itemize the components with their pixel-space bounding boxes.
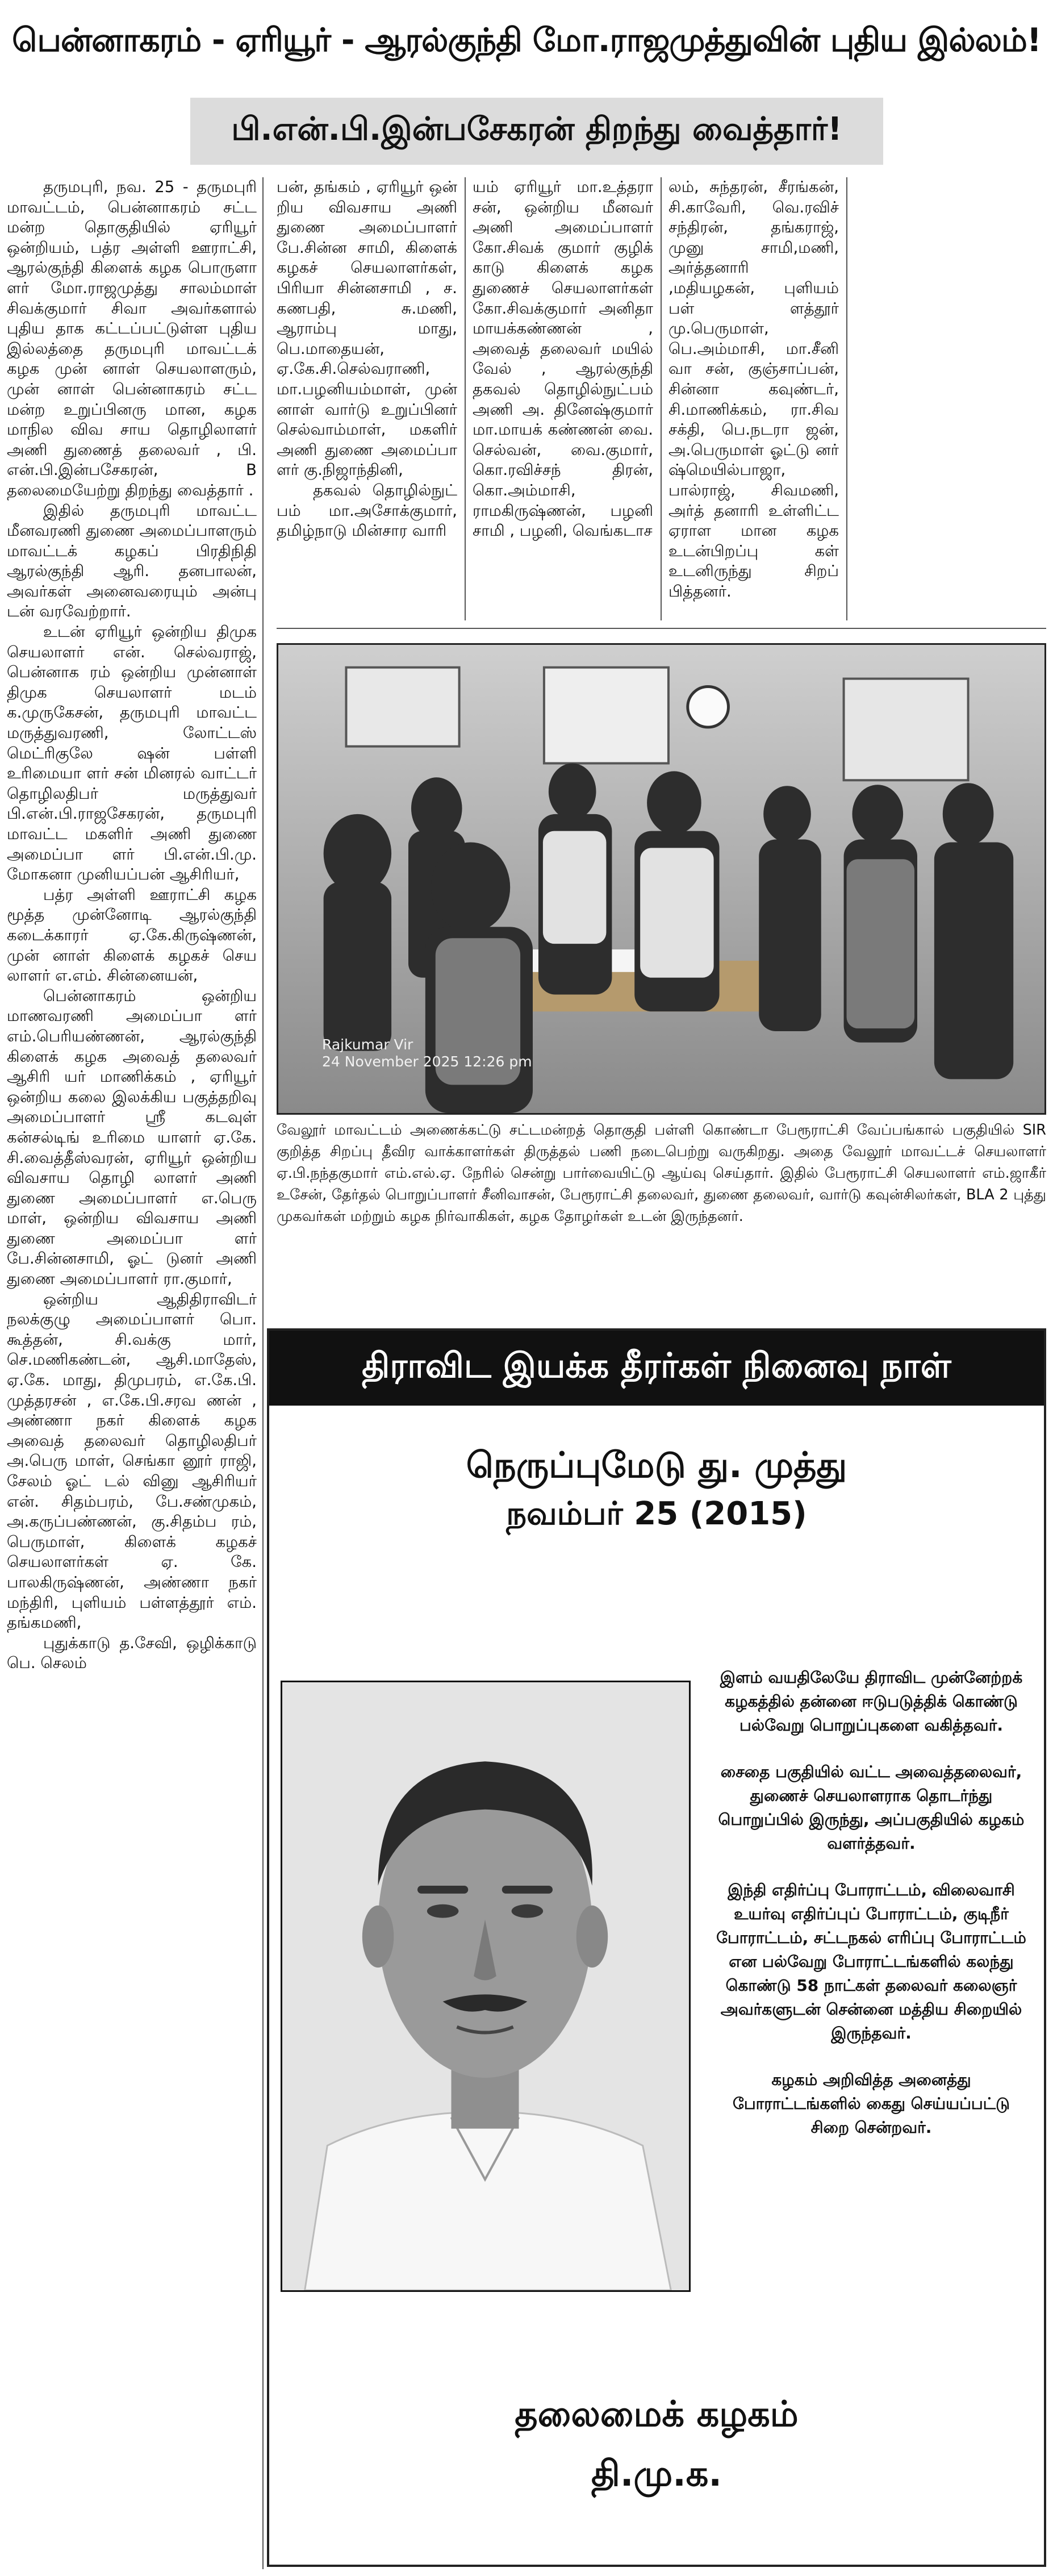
portrait-image bbox=[282, 1682, 689, 2290]
column-rule bbox=[661, 177, 662, 620]
article-paragraph: ஒன்றிய ஆதிதிராவிடர் நலக்குழு அமைப்பாளர் பொ. கூத்தன், சி.வக்கு மார், செ.மணிகண்டன், ஆசி.மாதேஸ், ஏ.கே. மாது, திமுபரம், எ.கே.பி. முத்தரசன் , எ.கே.பி.சரவ ணன் , அண்ணா நகர் கிளைக் கழக அவைத் தலைவர் தொழிலதிபர் அ.பெரு மாள், செங்கா னூர் ராஜி, சேலம் ஓட் டல் வினு ஆசிரியர் என். சிதம்பரம், பே.சண்முகம், அ.கருப்பண்ணன், கு.சிதம்ப ரம், பெருமாள், கிளைக் கழகச் செயலாளர்கள் ஏ. கே. பாலகிருஷ்ணன், அண்ணா நகர் மந்திரி, புளியம் பள்ளத்தூர் எம். தங்கமணி, bbox=[7, 1290, 257, 1632]
article-column-2 bbox=[277, 177, 457, 620]
biography-paragraph: இந்தி எதிர்ப்பு போராட்டம், விலைவாசி உயர்வு எதிர்ப்புப் போராட்டம், குடிநீர் போராட்டம், சட்டநகல் எரிப்பு போராட்டம் என பல்வேறு போராட்டங்களில் கலந்து கொண்டு 58 நாட்கள் தலைவர் கலைஞர் அவர்களுடன் சென்னை மத்திய சிறையில் இருந்தவர். bbox=[716, 1881, 1026, 2043]
memorial-notice bbox=[267, 1328, 1046, 2567]
article-paragraph: பத்ர அள்ளி ஊராட்சி கழக மூத்த முன்னோடி ஆரல்குந்தி கடைக்காரர் ஏ.கே.கிருஷ்ணன், முன் னாள் கிளைக் கழகச் செய லாளர் எ.எம். சின்னையன், bbox=[7, 885, 257, 985]
watermark-timestamp: 24 November 2025 12:26 pm bbox=[322, 1053, 532, 1070]
biography-paragraph: சைதை பகுதியில் வட்ட அவைத்தலைவர், துணைச் செயலாளராக தொடர்ந்து பொறுப்பில் இருந்து, அப்பகுதியில் கழகம் வளர்த்தவர். bbox=[718, 1762, 1025, 1853]
column-rule bbox=[465, 177, 466, 620]
memorial-portrait bbox=[281, 1681, 691, 2292]
biography-paragraph: கழகம் அறிவித்த அனைத்து போராட்டங்களில் கைது செய்யப்பட்டு சிறை சென்றவர். bbox=[732, 2070, 1010, 2137]
article-paragraph: லம், சுந்தரன், சீரங்கன், சி.காவேரி, வெ.ரவிச் சந்திரன், தங்கராஜ், முனு சாமி,மணி, அர்த்தனாரி ,மதியழகன், புளியம் பள் ளத்தூர் மு.பெருமாள், பெ.அம்மாசி, மா.சீனி வா சன், குஞ்சாப்பன், சின்னா கவுண்டர், சி.மாணிக்கம், ரா.சிவ சக்தி, பெ.நடரா ஜன், அ.பெருமாள் ஓட்டு னர் ஷ்மெயில்பாஜா, பால்ராஜ், சிவமணி, அர்த் தனாரி உள்ளிட்ட ஏராள மான கழக உடன்பிறப்பு கள் உடனிருந்து சிறப் பித்தனர். bbox=[668, 178, 839, 601]
article-paragraph: தகவல் தொழில்நுட் பம் மா.அசோக்குமார், தமிழ்நாடு மின்சார வாரி bbox=[277, 481, 457, 540]
memorial-signature-org: தலைமைக் கழகம் bbox=[515, 2393, 799, 2435]
article-column-1 bbox=[7, 177, 257, 2569]
watermark-name: Rajkumar Vir bbox=[322, 1036, 413, 1053]
photo-caption: வேலூர் மாவட்டம் அணைக்கட்டு சட்டமன்றத் தொகுதி பள்ளி கொண்டா பேரூராட்சி வேப்பங்கால் பகுதியில் SIR குறித்த சிறப்பு தீவிர வாக்காளர்கள் திருத்தல் பணி நடைபெற்று வருகிறது. அதை வேலூர் மாவட்டச் செயலாளர் ஏ.பி.நந்தகுமார் எம்.எல்.ஏ. நேரில் சென்று பார்வையிட்டு ஆய்வு செய்தார். இதில் பேரூராட்சி செயலாளர் எம்.ஜாகீர் உசேன், தேர்தல் பொறுப்பாளர் சீனிவாசன், பேரூராட்சி தலைவர், துணை தலைவர், வார்டு கவுன்சிலர்கள், BLA 2 புத்து முகவர்கள் மற்றும் கழக நிர்வாகிகள், கழக தோழர்கள் உடன் இருந்தனர். bbox=[277, 1122, 1046, 1225]
article-paragraph: பன், தங்கம் , ஏரியூர் ஒன் றிய விவசாய அணி துணை அமைப்பாளர் பே.சின்ன சாமி, கிளைக் கழகச் செயலாளர்கள், பிரியா சின்னசாமி , ச. கணபதி, சு.மணி, ஆராம்பு மாது, பெ.மாதையன், ஏ.கே.சி.செல்வராணி, மா.பழனியம்மாள், முன் னாள் வார்டு உறுப்பினர் செல்வாம்மாள், மகளிர் அணி துணை அமைப்பா ளர் கு.நிஜாந்தினி, bbox=[277, 178, 457, 480]
column-rule bbox=[262, 177, 264, 2569]
headline-text: பென்னாகரம் - ஏரியூர் - ஆரல்குந்தி மோ.ராஜமுத்துவின் புதிய இல்லம்! bbox=[12, 22, 1041, 59]
column-rule bbox=[846, 177, 847, 620]
article-paragraph: புதுக்காடு த.சேவி, ஒழிக்காடு பெ. செலம் bbox=[7, 1633, 257, 1673]
article-paragraph: தருமபுரி, நவ. 25 - தருமபுரி மாவட்டம், பென்னாகரம் சட்ட மன்ற தொகுதியில் ஏரியூர் ஒன்றியம், பத்ர அள்ளி ஊராட்சி, ஆரல்குந்தி கிளைக் கழக பொருளா ளர் மோ.ராஜமுத்து சாலம்மாள் சிவக்குமார் சிவா அவர்களால் புதிய தாக கட்டப்பட்டுள்ள புதிய இல்லத்தை தருமபுரி மாவட்டக் கழக முன் னாள் செயலாளரும், முன் னாள் பென்னாகரம் சட்ட மன்ற உறுப்பினரு மான, கழக மாநில விவ சாய தொழிலாளர் அணி துணைத் தலைவர் , பி. என்.பி.இன்பசேகரன், B தலைமையேற்று திறந்து வைத்தார் . bbox=[7, 178, 257, 499]
memorial-date: நவம்பர் 25 (2015) bbox=[506, 1495, 807, 1532]
article-paragraph: உடன் ஏரியூர் ஒன்றிய திமுக செயலாளர் என். செல்வராஜ், பென்னாக ரம் ஒன்றிய முன்னாள் திமுக செயலாளர் மடம் க.முருகேசன், தருமபுரி மாவட்ட மருத்துவரணி, லோட்டஸ் மெட்ரிகுலே ஷன் பள்ளி உரிமையா ளர் சன் மினரல் வாட்டர் தொழிலதிபர் மருத்துவர் பி.என்.பி.ராஜசேகரன், தருமபுரி மாவட்ட மகளிர் அணி துணை அமைப்பா ளர் பி.என்.பி.மு. மோகனா முனியப்பன் ஆசிரியர், bbox=[7, 623, 257, 884]
article-paragraph: இதில் தருமபுரி மாவட்ட மீனவரணி துணை அமைப்பாளரும் மாவட்டக் கழகப் பிரதிநிதி ஆரல்குந்தி ஆரி. தனபாலன், அவர்கள் அனைவரையும் அன்பு டன் வரவேற்றார். bbox=[7, 501, 257, 621]
subheadline-box bbox=[190, 98, 883, 165]
memorial-banner bbox=[269, 1331, 1044, 1406]
biography-paragraph: இளம் வயதிலேயே திராவிட முன்னேற்றக் கழகத்தில் தன்னை ஈடுபடுத்திக் கொண்டு பல்வேறு பொறுப்புகளை வகித்தவர். bbox=[720, 1668, 1023, 1735]
photo-watermark bbox=[322, 1036, 532, 1070]
section-rule bbox=[277, 628, 1046, 629]
article-paragraph: யம் ஏரியூர் மா.உத்தரா சன், ஒன்றிய மீனவர் அணி அமைப்பாளர் கோ.சிவக் குமார் குழிக் காடு கிளைக் கழக துணைச் செயலாளர்கள் கோ.சிவக்குமார் அனிதா மாயக்கண்ணன் , அவைத் தலைவர் மயில் வேல் , ஆரல்குந்தி தகவல் தொழில்நுட்பம் அணி அ. தினேஷ்குமார் மா.மாயக் கண்ணன் வை. செல்வன், வை.குமார், கொ.ரவிச்சந் திரன், கொ.அம்மாசி, ராமகிருஷ்ணன், பழனி சாமி , பழனி, வெங்கடாச bbox=[473, 178, 653, 540]
article-column-4 bbox=[668, 177, 839, 620]
memorial-signature-party: தி.மு.க. bbox=[591, 2453, 722, 2494]
subheadline-text: பி.என்.பி.இன்பசேகரன் திறந்து வைத்தார்! bbox=[231, 111, 842, 148]
memorial-name: நெருப்புமேடு து. முத்து bbox=[466, 1444, 847, 1486]
memorial-banner-text: திராவிட இயக்க தீரர்கள் நினைவு நாள் bbox=[362, 1346, 951, 1386]
memorial-biography bbox=[712, 1666, 1030, 2162]
article-column-5 bbox=[855, 177, 1048, 620]
headline bbox=[0, 0, 1053, 85]
news-photo bbox=[277, 643, 1046, 1115]
article-paragraph: பென்னாகரம் ஒன்றிய மாணவரணி அமைப்பா ளர் எம்.பெரியண்ணன், ஆரல்குந்தி கிளைக் கழக அவைத் தலைவர் ஆசிரி யர் மாணிக்கம் , ஏரியூர் ஒன்றிய கலை இலக்கிய பகுத்தறிவு அமைப்பாளர் ஸ்ரீ கடவுள் கன்சல்டிங் உரிமை யாளர் ஏ.கே. சி.வைத்தீஸ்வரன், ஏரியூர் ஒன்றிய விவசாய தொழி லாளர் அணி துணை அமைப்பாளர் எ.பெரு மாள், ஒன்றிய விவசாய அணி துணை அமைப்பா ளர் பே.சின்னசாமி, ஓட் டுனர் அணி துணை அமைப்பாளர் ரா.குமார், bbox=[7, 986, 257, 1289]
article-column-3 bbox=[473, 177, 653, 620]
